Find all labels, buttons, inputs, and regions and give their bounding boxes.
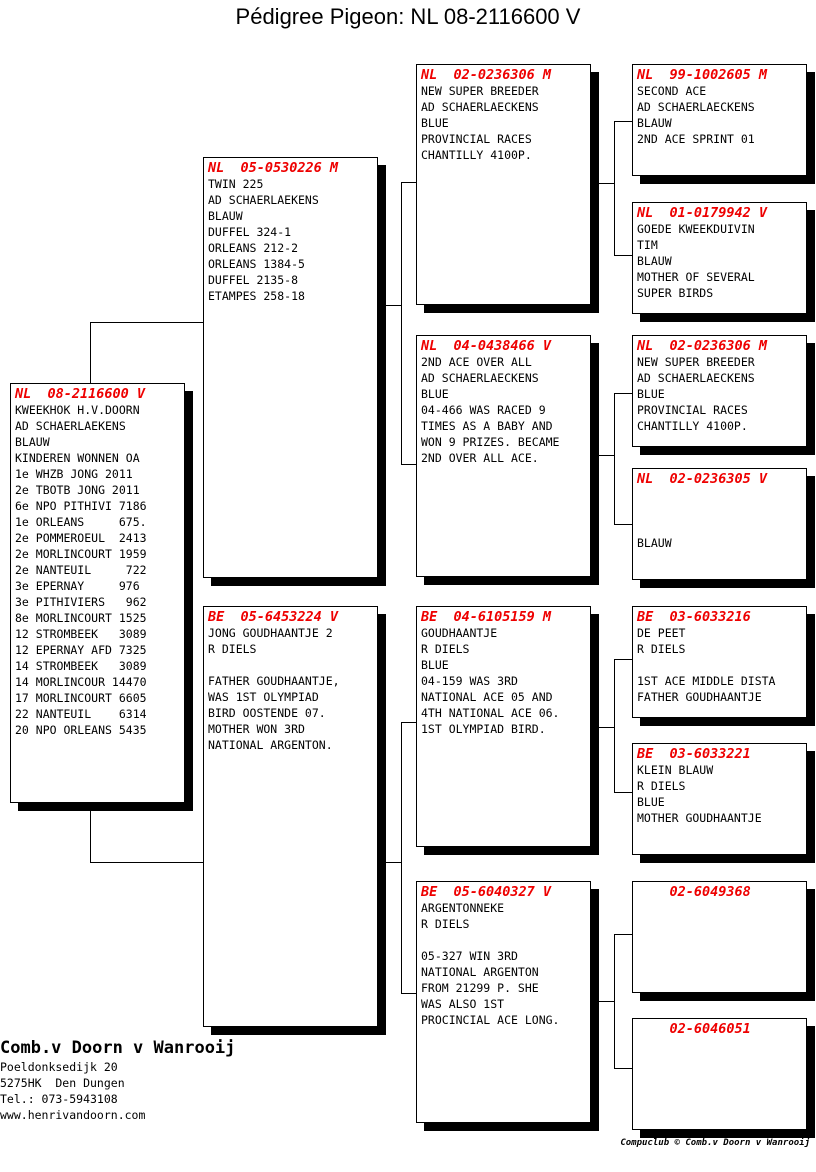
detail-line: AD SCHAERLAECKENS <box>637 100 755 114</box>
connector-line <box>614 121 632 122</box>
detail-line: 14 MORLINCOUR 14470 <box>15 675 147 689</box>
detail-line: ORLEANS 1384-5 <box>208 257 305 271</box>
connector-line <box>385 862 402 863</box>
detail-line: 17 MORLINCOURT 6605 <box>15 691 147 705</box>
ring-number: BE 05-6040327 V <box>421 884 552 900</box>
detail-line: NATIONAL ARGENTON <box>421 965 539 979</box>
detail-line: SECOND ACE <box>637 84 707 98</box>
connector-line <box>385 305 402 306</box>
connector-line <box>598 455 615 456</box>
subject-pigeon-card <box>10 383 185 803</box>
pigeon-details <box>11 402 184 738</box>
detail-line: AD SCHAERLAEKENS <box>208 193 319 207</box>
connector-line <box>614 255 632 256</box>
great-grandparent-card <box>632 468 807 580</box>
ring-number: BE 03-6033221 <box>637 746 751 762</box>
detail-line: 1ST ACE MIDDLE DISTA <box>637 674 776 688</box>
detail-line: ETAMPES 258-18 <box>208 289 305 303</box>
detail-line <box>637 503 806 519</box>
maternal-grandmother-card <box>416 881 591 1123</box>
detail-line: 22 NANTEUIL 6314 <box>15 707 147 721</box>
detail-line: 4TH NATIONAL ACE 06. <box>421 706 560 720</box>
detail-line: R DIELS <box>421 917 470 931</box>
detail-line <box>208 657 377 673</box>
great-grandparent-card <box>632 881 807 993</box>
detail-line: MOTHER WON 3RD <box>208 722 305 736</box>
detail-line: SUPER BIRDS <box>637 286 714 300</box>
pigeon-details <box>204 176 377 304</box>
detail-line: PROVINCIAL RACES <box>421 132 532 146</box>
detail-line: WAS ALSO 1ST <box>421 997 505 1011</box>
great-grandparent-card <box>632 743 807 855</box>
connector-line <box>90 862 204 863</box>
detail-line: ARGENTONNEKE <box>421 901 505 915</box>
detail-line: R DIELS <box>637 642 686 656</box>
ring-number: BE 05-6453224 V <box>208 609 339 625</box>
detail-line: CHANTILLY 4100P. <box>421 148 532 162</box>
detail-line: CHANTILLY 4100P. <box>637 419 748 433</box>
connector-line <box>614 659 632 660</box>
owner-address: Poeldonksedijk 20 <box>0 1060 118 1074</box>
detail-line: 2e NANTEUIL 722 <box>15 563 147 577</box>
detail-line: BLUE <box>421 387 449 401</box>
detail-line: 05-327 WIN 3RD <box>421 949 518 963</box>
connector-line <box>598 183 615 184</box>
detail-line <box>421 932 590 948</box>
connector-line <box>401 722 417 723</box>
owner-name: Comb.v Doorn v Wanrooij <box>0 1038 236 1058</box>
great-grandparent-card <box>632 335 807 447</box>
connector-line <box>598 1001 615 1002</box>
connector-line <box>614 393 615 525</box>
ring-number: 02-6049368 <box>637 884 751 900</box>
detail-line: BLUE <box>637 795 665 809</box>
detail-line: TWIN 225 <box>208 177 264 191</box>
detail-line: FATHER GOUDHAANTJE <box>637 690 762 704</box>
detail-line: 3e EPERNAY 976 <box>15 579 140 593</box>
detail-line: 12 EPERNAY AFD 7325 <box>15 643 147 657</box>
connector-line <box>401 993 417 994</box>
detail-line: AD SCHAERLAECKENS <box>421 371 539 385</box>
detail-line: NEW SUPER BREEDER <box>637 355 755 369</box>
connector-line <box>90 322 91 384</box>
connector-line <box>401 182 417 183</box>
detail-line: 04-466 WAS RACED 9 <box>421 403 546 417</box>
detail-line: 2ND ACE SPRINT 01 <box>637 132 755 146</box>
detail-line: AD SCHAERLAECKENS <box>637 371 755 385</box>
ring-number: NL 02-0236305 V <box>637 471 768 487</box>
detail-line: DE PEET <box>637 626 686 640</box>
detail-line: GOEDE KWEEKDUIVIN <box>637 222 755 236</box>
detail-line: BLAUW <box>637 536 672 550</box>
owner-city: 5275HK Den Dungen <box>0 1076 125 1090</box>
pigeon-details <box>417 354 590 466</box>
detail-line: 1e ORLEANS 675. <box>15 515 147 529</box>
great-grandparent-card <box>632 606 807 718</box>
detail-line: PROVINCIAL RACES <box>637 403 748 417</box>
detail-line: 04-159 WAS 3RD <box>421 674 518 688</box>
connector-line <box>614 121 615 256</box>
ring-number: 02-6046051 <box>637 1021 751 1037</box>
detail-line: 2e POMMEROEUL 2413 <box>15 531 147 545</box>
detail-line: BLAUW <box>15 435 50 449</box>
ring-number: BE 04-6105159 M <box>421 609 552 625</box>
ring-number: NL 99-1002605 M <box>637 67 768 83</box>
detail-line: 8e MORLINCOURT 1525 <box>15 611 147 625</box>
detail-line: JONG GOUDHAANTJE 2 <box>208 626 333 640</box>
detail-line: BIRD OOSTENDE 07. <box>208 706 326 720</box>
detail-line: 2e TBOTB JONG 2011 <box>15 483 140 497</box>
connector-line <box>90 322 204 323</box>
detail-line: FROM 21299 P. SHE <box>421 981 539 995</box>
detail-line: 6e NPO PITHIVI 7186 <box>15 499 147 513</box>
detail-line: GOUDHAANTJE <box>421 626 498 640</box>
detail-line: BLUE <box>421 658 449 672</box>
ring-number: NL 04-0438466 V <box>421 338 552 354</box>
detail-line <box>637 519 806 535</box>
detail-line: MOTHER OF SEVERAL <box>637 270 755 284</box>
detail-line: WAS 1ST OLYMPIAD <box>208 690 319 704</box>
great-grandparent-card <box>632 202 807 314</box>
detail-line: R DIELS <box>637 779 686 793</box>
detail-line: NATIONAL ARGENTON. <box>208 738 333 752</box>
detail-line: BLAUW <box>637 254 672 268</box>
connector-line <box>598 727 615 728</box>
connector-line <box>90 810 91 863</box>
detail-line: TIM <box>637 238 658 252</box>
detail-line: 3e PITHIVIERS 962 <box>15 595 147 609</box>
detail-line: BLUE <box>421 116 449 130</box>
detail-line: BLUE <box>637 387 665 401</box>
detail-line: 20 NPO ORLEANS 5435 <box>15 723 147 737</box>
detail-line: TIMES AS A BABY AND <box>421 419 553 433</box>
connector-line <box>614 934 632 935</box>
connector-line <box>614 792 632 793</box>
detail-line <box>637 487 806 503</box>
detail-line: PROCINCIAL ACE LONG. <box>421 1013 560 1027</box>
detail-line: AD SCHAERLAECKENS <box>421 100 539 114</box>
connector-line <box>614 934 615 1069</box>
detail-line: 1e WHZB JONG 2011 <box>15 467 133 481</box>
pigeon-details <box>633 625 806 705</box>
detail-line: 2e MORLINCOURT 1959 <box>15 547 147 561</box>
detail-line: KWEEKHOK H.V.DOORN <box>15 403 140 417</box>
detail-line: R DIELS <box>208 642 257 656</box>
ring-number: NL 01-0179942 V <box>637 205 768 221</box>
pigeon-details <box>633 83 806 147</box>
detail-line: BLAUW <box>208 209 243 223</box>
pigeon-details <box>417 625 590 737</box>
footer-credit: Compuclub © Comb.v Doorn v Wanrooij <box>620 1138 810 1148</box>
connector-line <box>401 722 402 994</box>
pigeon-details <box>417 900 590 1028</box>
page-title: Pédigree Pigeon: NL 08-2116600 V <box>235 4 581 29</box>
detail-line: R DIELS <box>421 642 470 656</box>
connector-line <box>401 182 402 465</box>
connector-line <box>614 524 632 525</box>
ring-number: NL 08-2116600 V <box>15 386 146 402</box>
ring-number: NL 02-0236306 M <box>637 338 768 354</box>
detail-line: NEW SUPER BREEDER <box>421 84 539 98</box>
detail-line: DUFFEL 2135-8 <box>208 273 299 287</box>
detail-line: AD SCHAERLAEKENS <box>15 419 126 433</box>
pigeon-details <box>204 625 377 753</box>
detail-line: MOTHER GOUDHAANTJE <box>637 811 762 825</box>
detail-line: FATHER GOUDHAANTJE, <box>208 674 340 688</box>
connector-line <box>401 464 417 465</box>
ring-number: BE 03-6033216 <box>637 609 751 625</box>
great-grandparent-card <box>632 1018 807 1130</box>
owner-phone: Tel.: 073-5943108 <box>0 1092 118 1106</box>
mother-card <box>203 606 378 1027</box>
maternal-grandfather-card <box>416 606 591 847</box>
great-grandparent-card <box>632 64 807 176</box>
detail-line: 14 STROMBEEK 3089 <box>15 659 147 673</box>
detail-line: 12 STROMBEEK 3089 <box>15 627 147 641</box>
ring-number: NL 05-0530226 M <box>208 160 339 176</box>
father-card <box>203 157 378 578</box>
detail-line: 2ND OVER ALL ACE. <box>421 451 539 465</box>
detail-line: DUFFEL 324-1 <box>208 225 292 239</box>
connector-line <box>614 659 615 793</box>
detail-line <box>637 657 806 673</box>
pigeon-details <box>633 354 806 434</box>
owner-website[interactable]: www.henrivandoorn.com <box>0 1108 146 1122</box>
paternal-grandfather-card <box>416 64 591 305</box>
detail-line: ORLEANS 212-2 <box>208 241 299 255</box>
ring-number: NL 02-0236306 M <box>421 67 552 83</box>
connector-line <box>614 393 632 394</box>
pigeon-details <box>633 487 806 551</box>
detail-line: NATIONAL ACE 05 AND <box>421 690 553 704</box>
owner-info <box>0 1037 235 1123</box>
detail-line: 2ND ACE OVER ALL <box>421 355 532 369</box>
detail-line: WON 9 PRIZES. BECAME <box>421 435 560 449</box>
pigeon-details <box>633 762 806 826</box>
connector-line <box>614 1068 632 1069</box>
pigeon-details <box>417 83 590 163</box>
paternal-grandmother-card <box>416 335 591 577</box>
detail-line: KLEIN BLAUW <box>637 763 714 777</box>
pigeon-details <box>633 221 806 301</box>
detail-line: 1ST OLYMPIAD BIRD. <box>421 722 546 736</box>
detail-line: BLAUW <box>637 116 672 130</box>
detail-line: KINDEREN WONNEN OA <box>15 451 140 465</box>
